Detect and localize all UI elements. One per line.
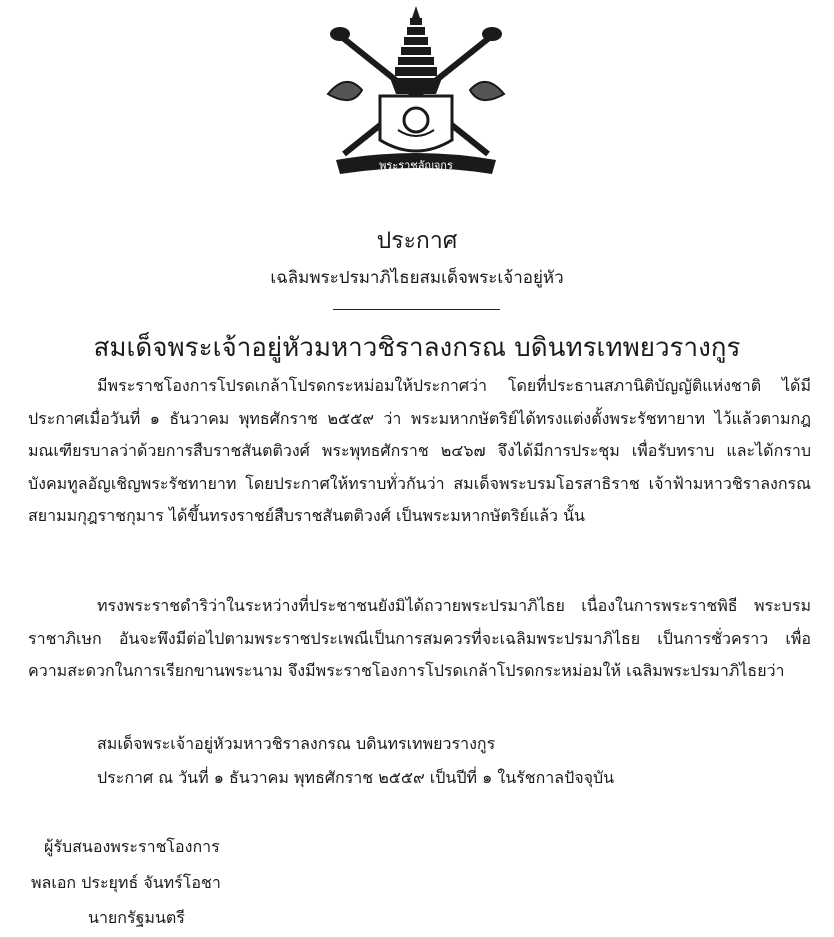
document-title: ประกาศ [376, 228, 458, 254]
countersign-label: ผู้รับสนองพระราชโองการ [44, 837, 220, 856]
title-divider [333, 309, 500, 310]
signer-title: นายกรัฐมนตรี [88, 908, 185, 927]
royal-name-line: สมเด็จพระเจ้าอยู่หัวมหาวชิราลงกรณ บดินทรเทพยวรางกูร [97, 734, 496, 753]
royal-emblem-icon [318, 4, 514, 182]
svg-text:พระราชลัญจกร: พระราชลัญจกร [379, 159, 453, 172]
document-subtitle: เฉลิมพระปรมาภิไธยสมเด็จพระเจ้าอยู่หัว [270, 268, 564, 288]
royal-title-heading: สมเด็จพระเจ้าอยู่หัวมหาวชิราลงกรณ บดินทรเทพยวรางกูร [93, 333, 741, 363]
paragraph-2: ทรงพระราชดำริว่าในระหว่างที่ประชาชนยังมิได้ถวายพระปรมาภิไธย เนื่องในการพระราชพิธี พระบรมราชาภิเษก อันจะพึงมีต่อไปตามพระราชประเพณีเป็นการสมควรที่จะเฉลิมพระปรมาภิไธย เป็นการชั่วคราว เพื่อความสะดวกในการเรียกขานพระนาม จึงมีพระราชโองการโปรดเกล้าโปรดกระหม่อมให้ เฉลิมพระปรมาภิไธยว่า [28, 596, 811, 681]
date-line: ประกาศ ณ วันที่ ๑ ธันวาคม พุทธศักราช ๒๕๕๙ เป็นปีที่ ๑ ในรัชกาลปัจจุบัน [97, 768, 615, 787]
signer-name: พลเอก ประยุทธ์ จันทร์โอชา [31, 873, 221, 892]
paragraph-1: มีพระราชโองการโปรดเกล้าโปรดกระหม่อมให้ประกาศว่า โดยที่ประธานสภานิติบัญญัติแห่งชาติ ได้มีประกาศเมื่อวันที่ ๑ ธันวาคม พุทธศักราช ๒๕๕๙ ว่า พระมหากษัตริย์ได้ทรงแต่งตั้งพระรัชทายาท ไว้แล้วตามกฎมณเฑียรบาลว่าด้วยการสืบราชสันตติวงศ์ พระพุทธศักราช ๒๔๖๗ จึงได้มีการประชุม เพื่อรับทราบ และได้กราบบังคมทูลอัญเชิญพระรัชทายาท โดยประกาศให้ทราบทั่วกันว่า สมเด็จพระบรมโอรสาธิราช เจ้าฟ้ามหาวชิราลงกรณ สยามมกุฎราชกุมาร ได้ขึ้นทรงราชย์สืบราชสันตติวงศ์ เป็นพระมหากษัตริย์แล้ว นั้น [28, 376, 811, 526]
